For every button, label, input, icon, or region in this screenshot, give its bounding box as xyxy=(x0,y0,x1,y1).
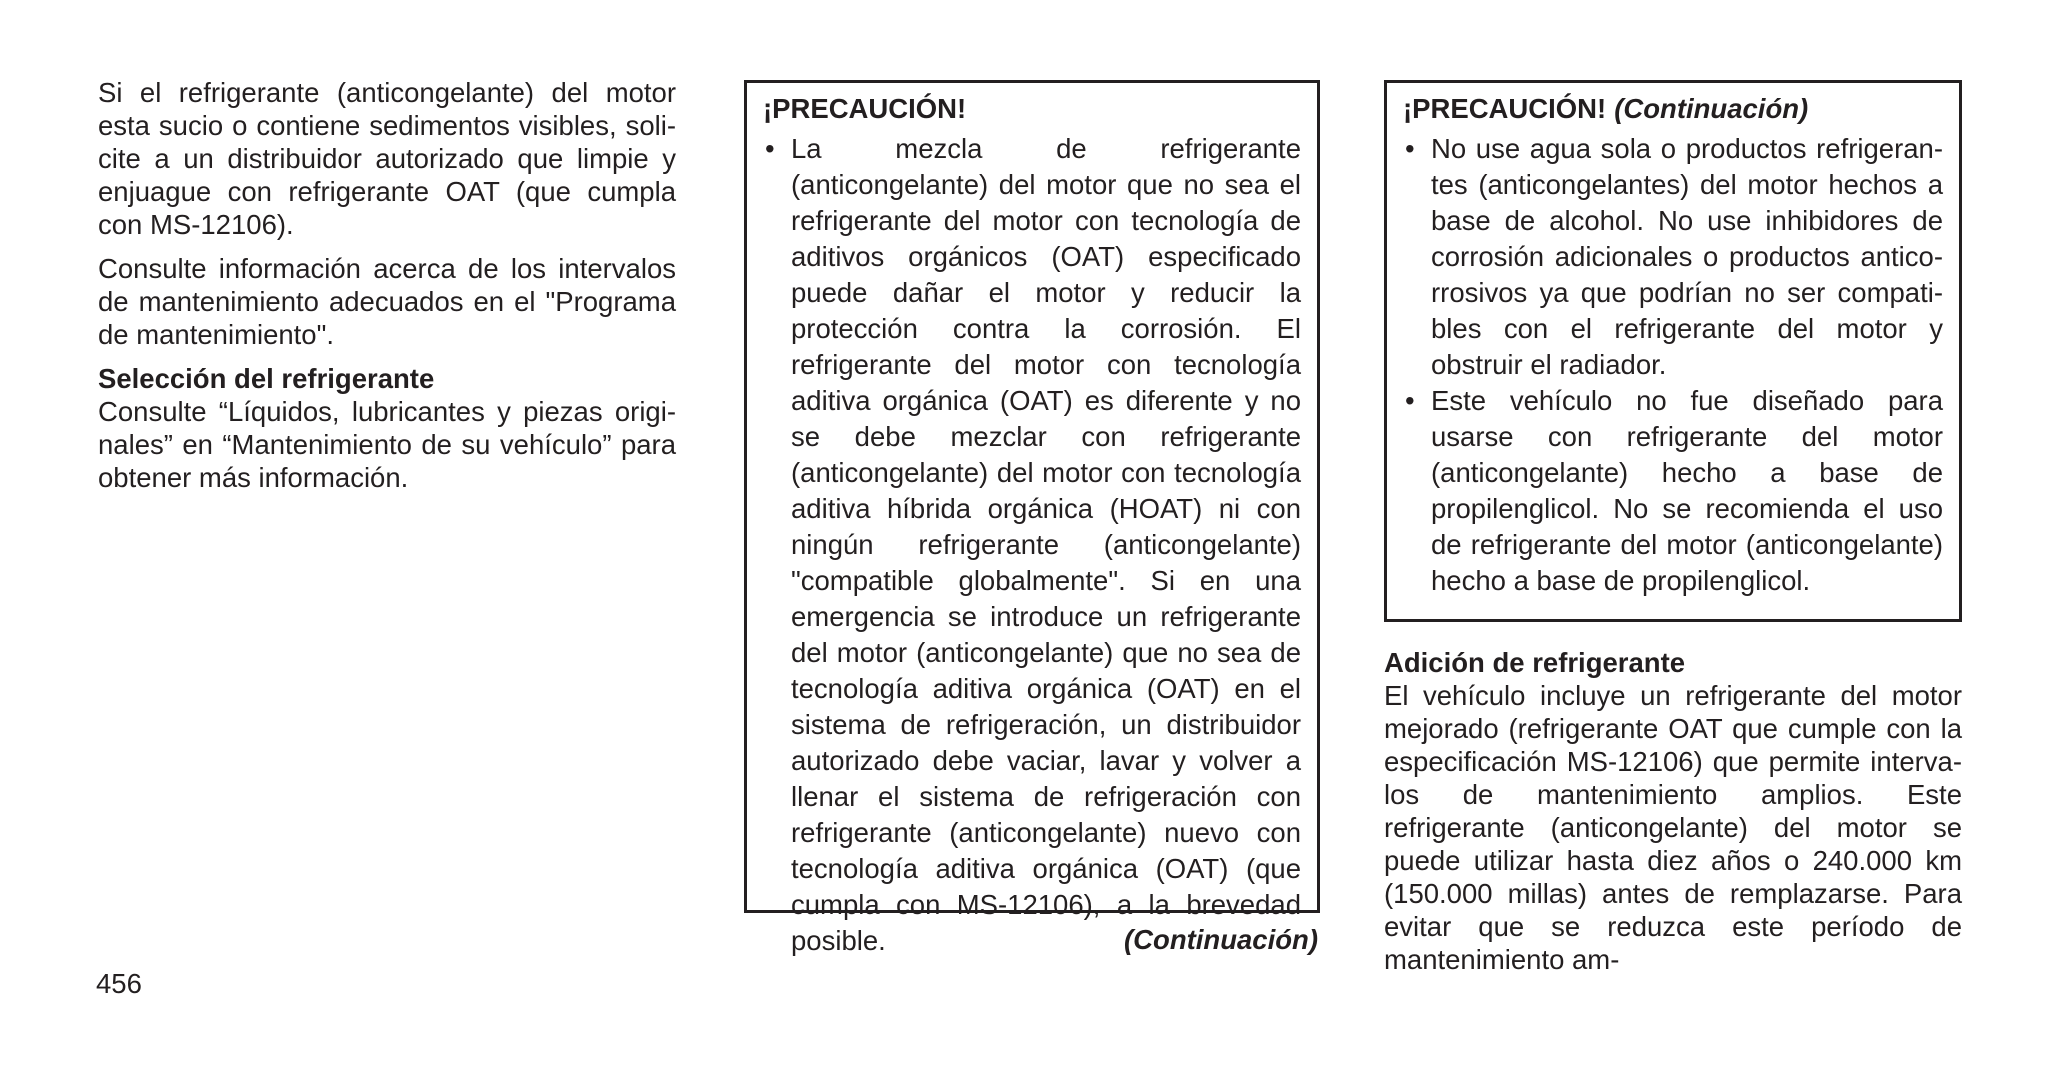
maintenance-intervals-paragraph: Consulte información acerca de los intervalos de mantenimiento adecuados en el "Programa de mantenimiento". xyxy=(98,253,676,350)
coolant-selection-heading: Selección del refrigerante xyxy=(98,363,435,394)
caution-item xyxy=(1403,383,1943,599)
caution-item xyxy=(763,131,1301,959)
caution-item-text: Este vehículo no fue diseñado para usarse con refrigerante del motor (anticongelante) hecho a base de propilenglicol. No se recomienda el uso de refrigerante del motor (anticongelante) hecho a base de propilenglicol. xyxy=(1431,385,1943,596)
caution-list xyxy=(763,131,1301,959)
continuation-label: (Continuación) xyxy=(1124,924,1318,955)
right-column xyxy=(1384,646,1962,976)
adding-coolant-heading: Adición de refrigerante xyxy=(1384,647,1686,678)
caution-title-text: ¡PRECAUCIÓN! xyxy=(1403,93,1607,124)
caution-list xyxy=(1403,131,1943,599)
coolant-dirty-paragraph: Si el refrigerante (anticongelante) del motor esta sucio o contiene sedimentos visibles, solicite a un distribuidor autorizado que limpie y enjuague con refrigerante OAT (que cumpla con MS-12106). xyxy=(98,77,676,240)
caution-item xyxy=(1403,131,1943,383)
caution-title-text: ¡PRECAUCIÓN! xyxy=(763,93,967,124)
left-column xyxy=(98,76,676,494)
caution-title-continuation: (Continuación) xyxy=(1614,93,1809,124)
caution-title xyxy=(763,91,1301,127)
bullet-icon: • xyxy=(1405,133,1415,164)
adding-coolant-paragraph: El vehículo incluye un refrigerante del motor mejorado (refrigerante OAT que cumple con la especificación MS-12106) que permite intervalos de mantenimiento amplios. Este refrigerante (anticongelante) del motor se puede utilizar hasta diez años o 240.000 km (150.000 millas) antes de remplazarse. Para evitar que se reduzca este período de mantenimiento am- xyxy=(1384,680,1962,975)
caution-title xyxy=(1403,91,1943,127)
page-number: 456 xyxy=(96,968,142,999)
bullet-icon: • xyxy=(1405,385,1415,416)
caution-item-text: No use agua sola o productos refrigerantes (anticongelantes) del motor hechos a base de alcohol. No use inhibidores de corrosión adicionales o productos anticorrosivos ya que podrían no ser compatibles con el refrigerante del motor y obstruir el radiador. xyxy=(1431,133,1943,380)
caution-item-text: La mezcla de refrigerante (anticongelante) del motor que no sea el refrigerante del motor con tecnología de aditivos orgánicos (OAT) especificado puede dañar el motor y reducir la protección contra la corrosión. El refrigerante del motor con tecnología aditiva orgánica (OAT) es diferente y no se debe mezclar con refrigerante (anticongelante) del motor con tecnología aditiva híbrida orgánica (HOAT) ni con ningún refrigerante (anticongelante) "compatible globalmente". Si en una emergencia se introduce un refrigerante del motor (anticongelante) que no sea de tecnología aditiva orgánica (OAT) en el sistema de refrigeración, un distribuidor autorizado debe vaciar, lavar y volver a llenar el sistema de refrigeración con refrigerante (anticongelante) nuevo con tecnología aditiva orgánica (OAT) (que cumpla con MS-12106), a la brevedad posible. xyxy=(791,133,1301,956)
coolant-selection-paragraph: Consulte “Líquidos, lubricantes y piezas originales” en “Mantenimiento de su vehículo” para obtener más información. xyxy=(98,396,676,493)
caution-box-continued xyxy=(1384,80,1962,622)
bullet-icon: • xyxy=(765,133,775,164)
